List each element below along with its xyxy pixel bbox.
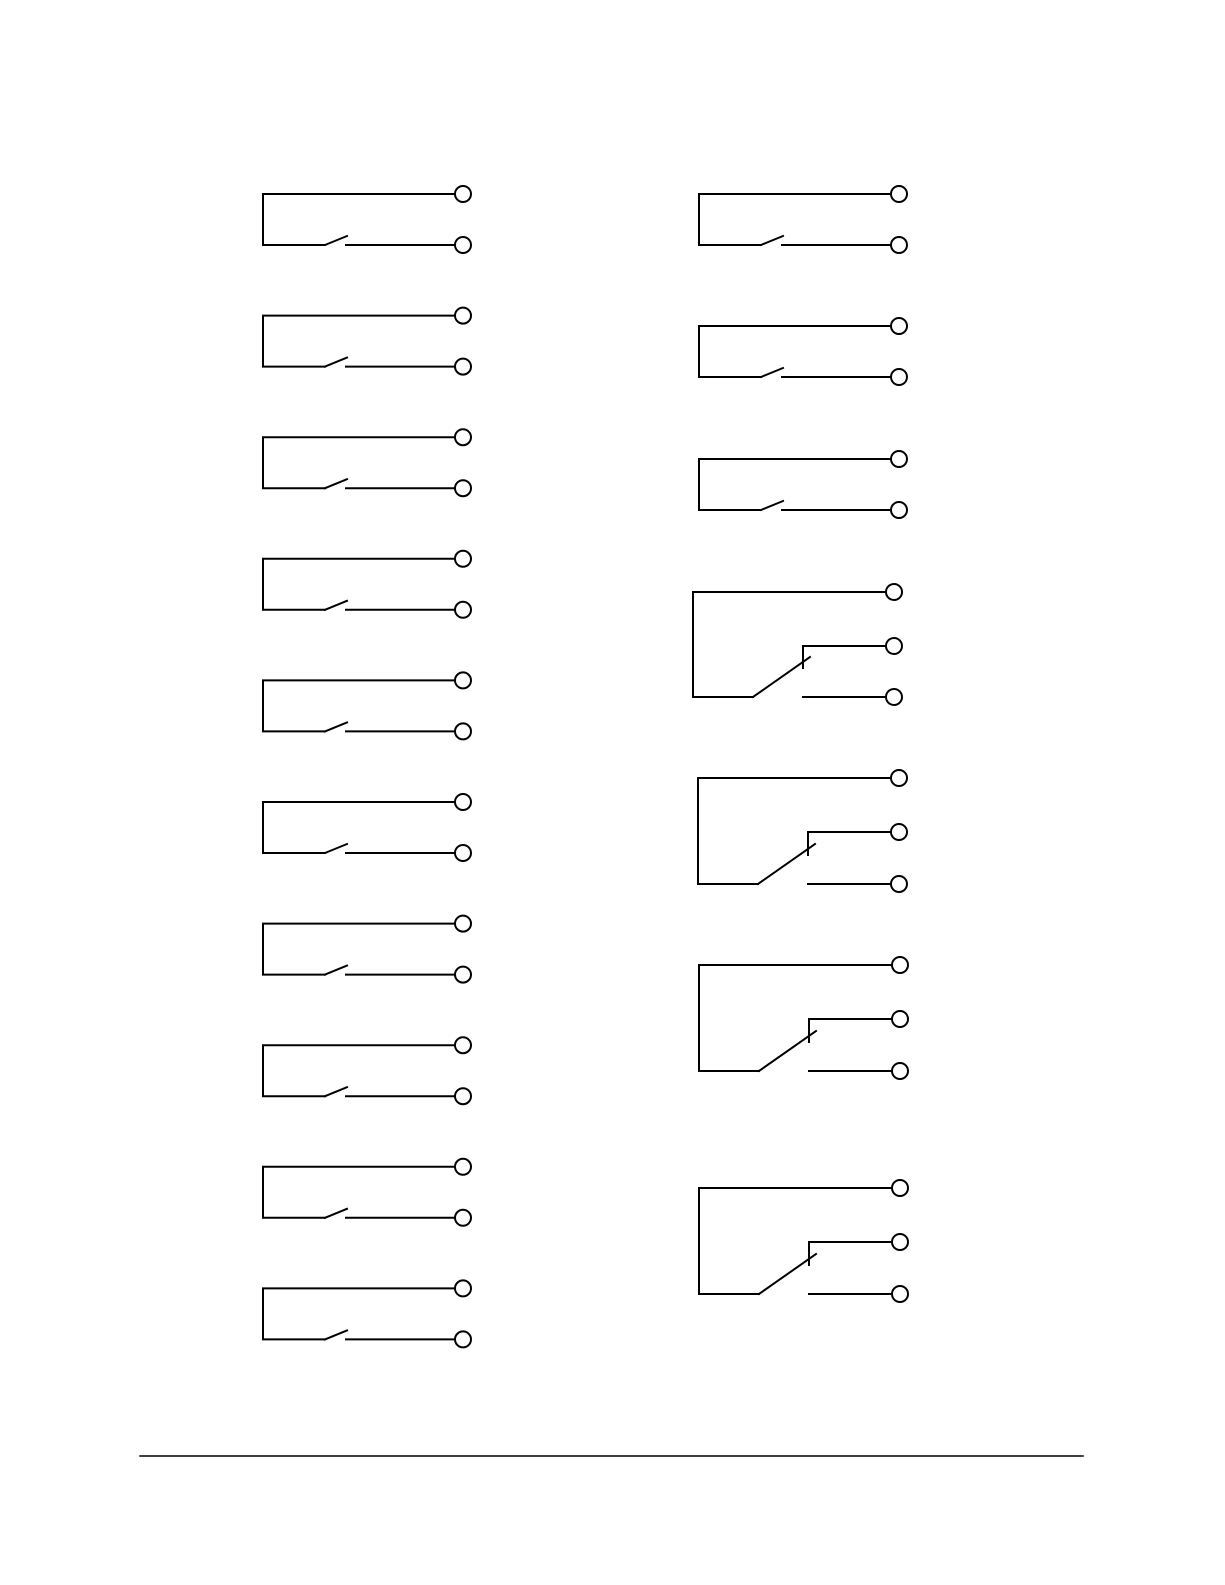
terminal-bottom <box>891 876 907 892</box>
common-wire <box>263 1045 455 1096</box>
right-no-contact-2 <box>699 318 907 385</box>
terminal-top <box>886 584 902 600</box>
contact-blade <box>759 1031 816 1071</box>
left-no-contact-10 <box>263 1280 471 1347</box>
terminal-bottom <box>455 480 471 496</box>
terminal-bottom <box>892 1063 908 1079</box>
contact-blade <box>325 479 347 488</box>
nc-branch-wire <box>809 1019 892 1042</box>
contact-blade <box>761 501 783 510</box>
contact-blade <box>325 722 347 731</box>
terminal-bottom <box>455 967 471 983</box>
terminal-middle <box>891 824 907 840</box>
terminal-top <box>455 794 471 810</box>
left-no-contact-7 <box>263 916 471 983</box>
terminal-bottom <box>455 1331 471 1347</box>
left-no-contact-5 <box>263 672 471 739</box>
terminal-top <box>891 318 907 334</box>
terminal-top <box>892 957 908 973</box>
left-no-contact-9 <box>263 1159 471 1226</box>
contact-blade <box>325 601 347 610</box>
right-no-contact-3 <box>699 451 907 518</box>
terminal-bottom <box>891 237 907 253</box>
terminal-top <box>455 308 471 324</box>
contact-blade <box>325 236 347 245</box>
terminal-bottom <box>455 602 471 618</box>
right-changeover-contact-4 <box>699 1180 908 1302</box>
terminal-top <box>455 551 471 567</box>
contact-blade <box>753 657 810 697</box>
contact-blade <box>758 844 815 884</box>
terminal-bottom <box>455 723 471 739</box>
contact-blade <box>325 844 347 853</box>
common-wire <box>263 437 455 488</box>
nc-branch-wire <box>808 832 891 855</box>
terminal-top <box>891 451 907 467</box>
common-wire <box>263 802 455 853</box>
contact-blade <box>761 236 783 245</box>
terminal-bottom <box>886 689 902 705</box>
left-no-contact-3 <box>263 429 471 496</box>
right-contact-column <box>693 186 908 1302</box>
left-no-contact-2 <box>263 308 471 375</box>
left-no-contact-4 <box>263 551 471 618</box>
terminal-bottom <box>455 845 471 861</box>
common-wire <box>263 194 455 245</box>
terminal-bottom <box>455 237 471 253</box>
terminal-middle <box>892 1011 908 1027</box>
contact-blade <box>325 358 347 367</box>
terminal-top <box>455 1037 471 1053</box>
terminal-top <box>455 672 471 688</box>
right-changeover-contact-3 <box>699 957 908 1079</box>
contact-blade <box>325 966 347 975</box>
terminal-top <box>455 1159 471 1175</box>
contact-blade <box>325 1330 347 1339</box>
common-wire <box>263 924 455 975</box>
left-no-contact-1 <box>263 186 471 253</box>
left-contact-column <box>263 186 471 1347</box>
terminal-middle <box>892 1234 908 1250</box>
terminal-bottom <box>455 1088 471 1104</box>
common-wire <box>699 326 891 377</box>
terminal-top <box>455 1280 471 1296</box>
nc-branch-wire <box>809 1242 892 1265</box>
terminal-bottom <box>891 502 907 518</box>
nc-branch-wire <box>803 646 886 668</box>
common-wire <box>263 680 455 731</box>
terminal-top <box>891 186 907 202</box>
terminal-bottom <box>455 359 471 375</box>
common-wire <box>263 1167 455 1218</box>
contact-blade <box>759 1254 816 1294</box>
common-wire <box>263 1288 455 1339</box>
right-changeover-contact-2 <box>698 770 907 892</box>
terminal-top <box>455 429 471 445</box>
terminal-bottom <box>891 369 907 385</box>
terminal-middle <box>886 638 902 654</box>
common-wire <box>263 559 455 610</box>
terminal-top <box>892 1180 908 1196</box>
common-wire <box>263 316 455 367</box>
contact-blade <box>325 1087 347 1096</box>
terminal-bottom <box>892 1286 908 1302</box>
contact-blade <box>325 1209 347 1218</box>
terminal-top <box>455 186 471 202</box>
common-wire <box>699 459 891 510</box>
terminal-bottom <box>455 1210 471 1226</box>
right-changeover-contact-1 <box>693 584 902 705</box>
terminal-top <box>891 770 907 786</box>
common-wire <box>693 592 886 697</box>
left-no-contact-6 <box>263 794 471 861</box>
left-no-contact-8 <box>263 1037 471 1104</box>
common-wire <box>699 194 891 245</box>
terminal-top <box>455 916 471 932</box>
right-no-contact-1 <box>699 186 907 253</box>
contact-blade <box>761 368 783 377</box>
